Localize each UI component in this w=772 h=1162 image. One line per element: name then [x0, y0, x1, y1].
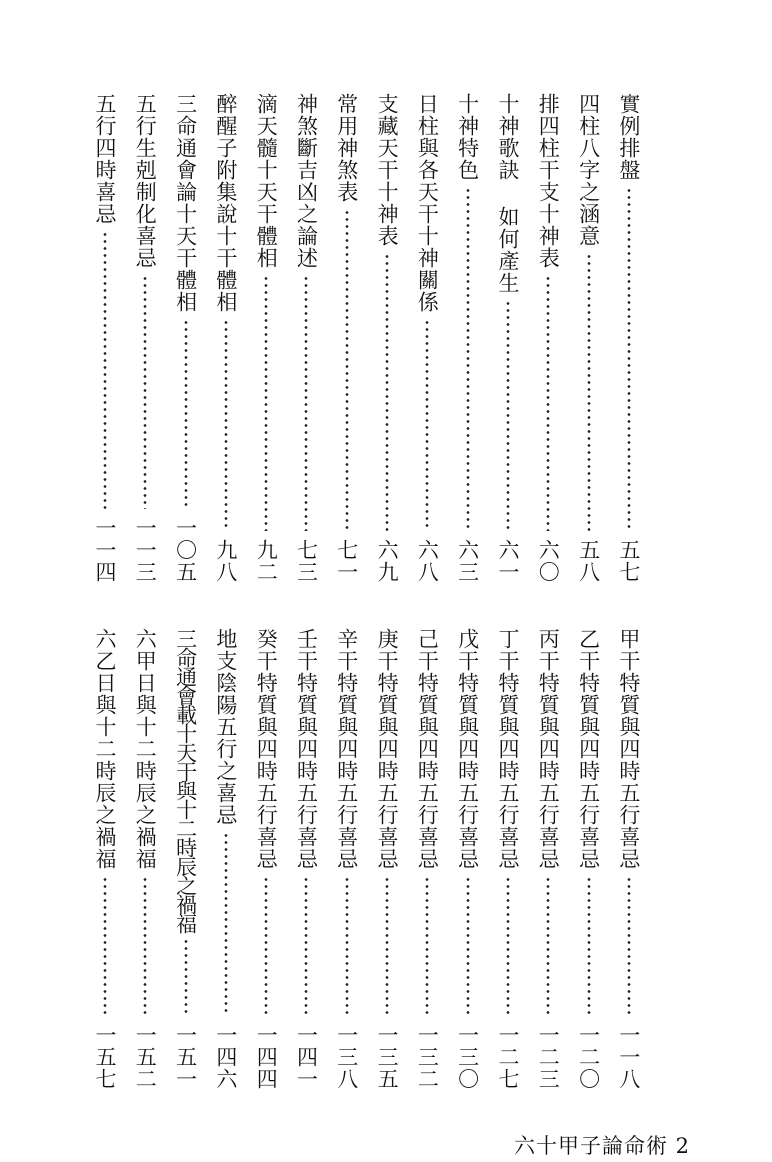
- toc-entry[interactable]: [495, 93, 521, 583]
- toc-entry-title: 排四柱干支十神表: [536, 93, 561, 269]
- toc-entry-title: 滴天髓十天干體相: [254, 93, 279, 269]
- leader-dots: [384, 876, 390, 1016]
- toc-entry-page: 一一八: [616, 1024, 641, 1090]
- toc-entry-page: 一二〇: [576, 1024, 601, 1090]
- toc-entry-page: 五八: [576, 539, 601, 583]
- leader-dots: [303, 876, 309, 1016]
- toc-entry-page: 一五七: [93, 1024, 117, 1090]
- toc-entry-title: 日柱與各天干十神關係: [415, 93, 440, 313]
- leader-dots: [142, 876, 148, 1016]
- toc-entry[interactable]: [374, 93, 400, 583]
- toc-section-bottom: [92, 628, 642, 1090]
- toc-entry[interactable]: [576, 628, 602, 1090]
- toc-entry-page: 九二: [254, 539, 279, 583]
- leader-dots: [505, 876, 511, 1016]
- toc-entry-title: 常用神煞表: [334, 93, 359, 203]
- leader-dots: [223, 319, 229, 531]
- leader-dots: [102, 231, 108, 509]
- toc-entry-page: 一一四: [93, 517, 117, 583]
- toc-entry[interactable]: [173, 93, 199, 583]
- toc-entry-title: 甲干特質與四時五行喜忌: [616, 628, 641, 870]
- toc-entry-page: 七三: [294, 539, 319, 583]
- leader-dots: [424, 319, 430, 531]
- toc-entry-title: 四柱八字之涵意: [576, 93, 601, 247]
- toc-entry[interactable]: [132, 628, 158, 1090]
- leader-dots: [586, 253, 592, 531]
- toc-entry-title: 六甲日與十二時辰之禍福: [133, 628, 158, 870]
- leader-dots: [424, 876, 430, 1016]
- toc-entry-page: 六一: [495, 539, 520, 583]
- toc-entry-title: 三命通會論十天干體相: [173, 93, 198, 313]
- toc-entry-page: 六八: [415, 539, 440, 583]
- toc-entry-title: 支藏天干十神表: [375, 93, 400, 247]
- leader-dots: [465, 876, 471, 1016]
- toc-entry-title: 實例排盤: [616, 93, 641, 181]
- toc-entry[interactable]: [374, 628, 400, 1090]
- toc-entry-page: 六三: [455, 539, 480, 583]
- toc-entry[interactable]: [455, 628, 481, 1090]
- toc-entry-page: 一二七: [495, 1024, 520, 1090]
- toc-entry-page: 一四六: [213, 1024, 238, 1090]
- toc-entry-title: 辛干特質與四時五行喜忌: [334, 628, 359, 870]
- toc-entry-title: 十神特色: [455, 93, 480, 181]
- leader-dots: [263, 275, 269, 531]
- toc-entry[interactable]: [213, 93, 239, 583]
- toc-entry[interactable]: [253, 93, 279, 583]
- toc-entry-page: 五七: [616, 539, 641, 583]
- toc-entry-page: 一四四: [254, 1024, 279, 1090]
- page-footer: 六十甲子論命術 2: [513, 1134, 690, 1158]
- toc-entry[interactable]: [616, 93, 642, 583]
- toc-entry[interactable]: [414, 93, 440, 583]
- toc-entry-page: 一三二: [415, 1024, 440, 1090]
- toc-entry-title: 神煞斷吉凶之論述: [294, 93, 319, 269]
- toc-entry-page: 九八: [213, 539, 238, 583]
- toc-entry[interactable]: [334, 93, 360, 583]
- toc-entry-page: 六九: [375, 539, 400, 583]
- leader-dots: [303, 275, 309, 531]
- leader-dots: [465, 187, 471, 531]
- toc-entry[interactable]: [616, 628, 642, 1090]
- toc-entry-title: 癸干特質與四時五行喜忌: [254, 628, 279, 870]
- toc-entry[interactable]: [92, 628, 118, 1090]
- toc-entry-title: 己干特質與四時五行喜忌: [415, 628, 440, 870]
- toc-entry-title: 五行生剋制化喜忌: [133, 93, 158, 269]
- toc-entry-page: 一三〇: [455, 1024, 480, 1090]
- leader-dots: [586, 876, 592, 1016]
- toc-entry[interactable]: [293, 628, 319, 1090]
- toc-entry[interactable]: [414, 628, 440, 1090]
- toc-entry-title: 庚干特質與四時五行喜忌: [375, 628, 400, 870]
- toc-entry-page: 一三五: [375, 1024, 400, 1090]
- leader-dots: [384, 253, 390, 531]
- toc-entry-title: 六乙日與十二時辰之禍福: [93, 628, 117, 870]
- toc-entry[interactable]: [576, 93, 602, 583]
- toc-entry-page: 一二三: [536, 1024, 561, 1090]
- toc-section-top: [92, 93, 642, 583]
- toc-entry-page: 一五二: [133, 1024, 158, 1090]
- toc-entry[interactable]: [455, 93, 481, 583]
- toc-entry-title: 丁干特質與四時五行喜忌: [495, 628, 520, 870]
- toc-entry[interactable]: [535, 93, 561, 583]
- toc-entry[interactable]: [495, 628, 521, 1090]
- toc-entry-page: 一四一: [294, 1024, 319, 1090]
- toc-entry[interactable]: [92, 93, 118, 583]
- leader-dots: [344, 209, 350, 531]
- toc-entry-title: 地支陰陽五行之喜忌: [213, 628, 238, 826]
- toc-entry-title: 丙干特質與四時五行喜忌: [536, 628, 561, 870]
- toc-entry-page: 一五一: [173, 1024, 198, 1090]
- leader-dots: [545, 876, 551, 1016]
- leader-dots: [142, 275, 148, 509]
- toc-entry-title: 醉醒子附集說十干體相: [213, 93, 238, 313]
- leader-dots: [344, 876, 350, 1016]
- leader-dots: [626, 187, 632, 531]
- toc-entry[interactable]: [213, 628, 239, 1090]
- toc-entry-title: 十神歌訣 如何產生: [495, 93, 520, 294]
- toc-entry-page: 一一三: [133, 517, 158, 583]
- leader-dots: [626, 876, 632, 1016]
- toc-entry[interactable]: [293, 93, 319, 583]
- leader-dots: [223, 832, 229, 1016]
- toc-entry-title: 戊干特質與四時五行喜忌: [455, 628, 480, 870]
- leader-dots: [505, 300, 511, 531]
- toc-entry-page: 六〇: [536, 539, 561, 583]
- toc-entry-page: 七一: [334, 539, 359, 583]
- toc-entry[interactable]: [334, 628, 360, 1090]
- leader-dots: [183, 319, 189, 509]
- leader-dots: [263, 876, 269, 1016]
- toc-entry[interactable]: [173, 628, 199, 1090]
- leader-dots: [183, 938, 189, 1016]
- toc-entry-title: 壬干特質與四時五行喜忌: [294, 628, 319, 870]
- toc-entry[interactable]: [535, 628, 561, 1090]
- toc-entry-page: 一三八: [334, 1024, 359, 1090]
- leader-dots: [545, 275, 551, 531]
- leader-dots: [102, 876, 108, 1016]
- toc-entry-title: 三命通會載十天干與十二時辰之禍福: [173, 628, 198, 932]
- toc-entry-title: 乙干特質與四時五行喜忌: [576, 628, 601, 870]
- toc-entry-page: 一〇五: [173, 517, 198, 583]
- toc-entry[interactable]: [132, 93, 158, 583]
- toc-entry[interactable]: [253, 628, 279, 1090]
- toc-entry-title: 五行四時喜忌: [93, 93, 117, 225]
